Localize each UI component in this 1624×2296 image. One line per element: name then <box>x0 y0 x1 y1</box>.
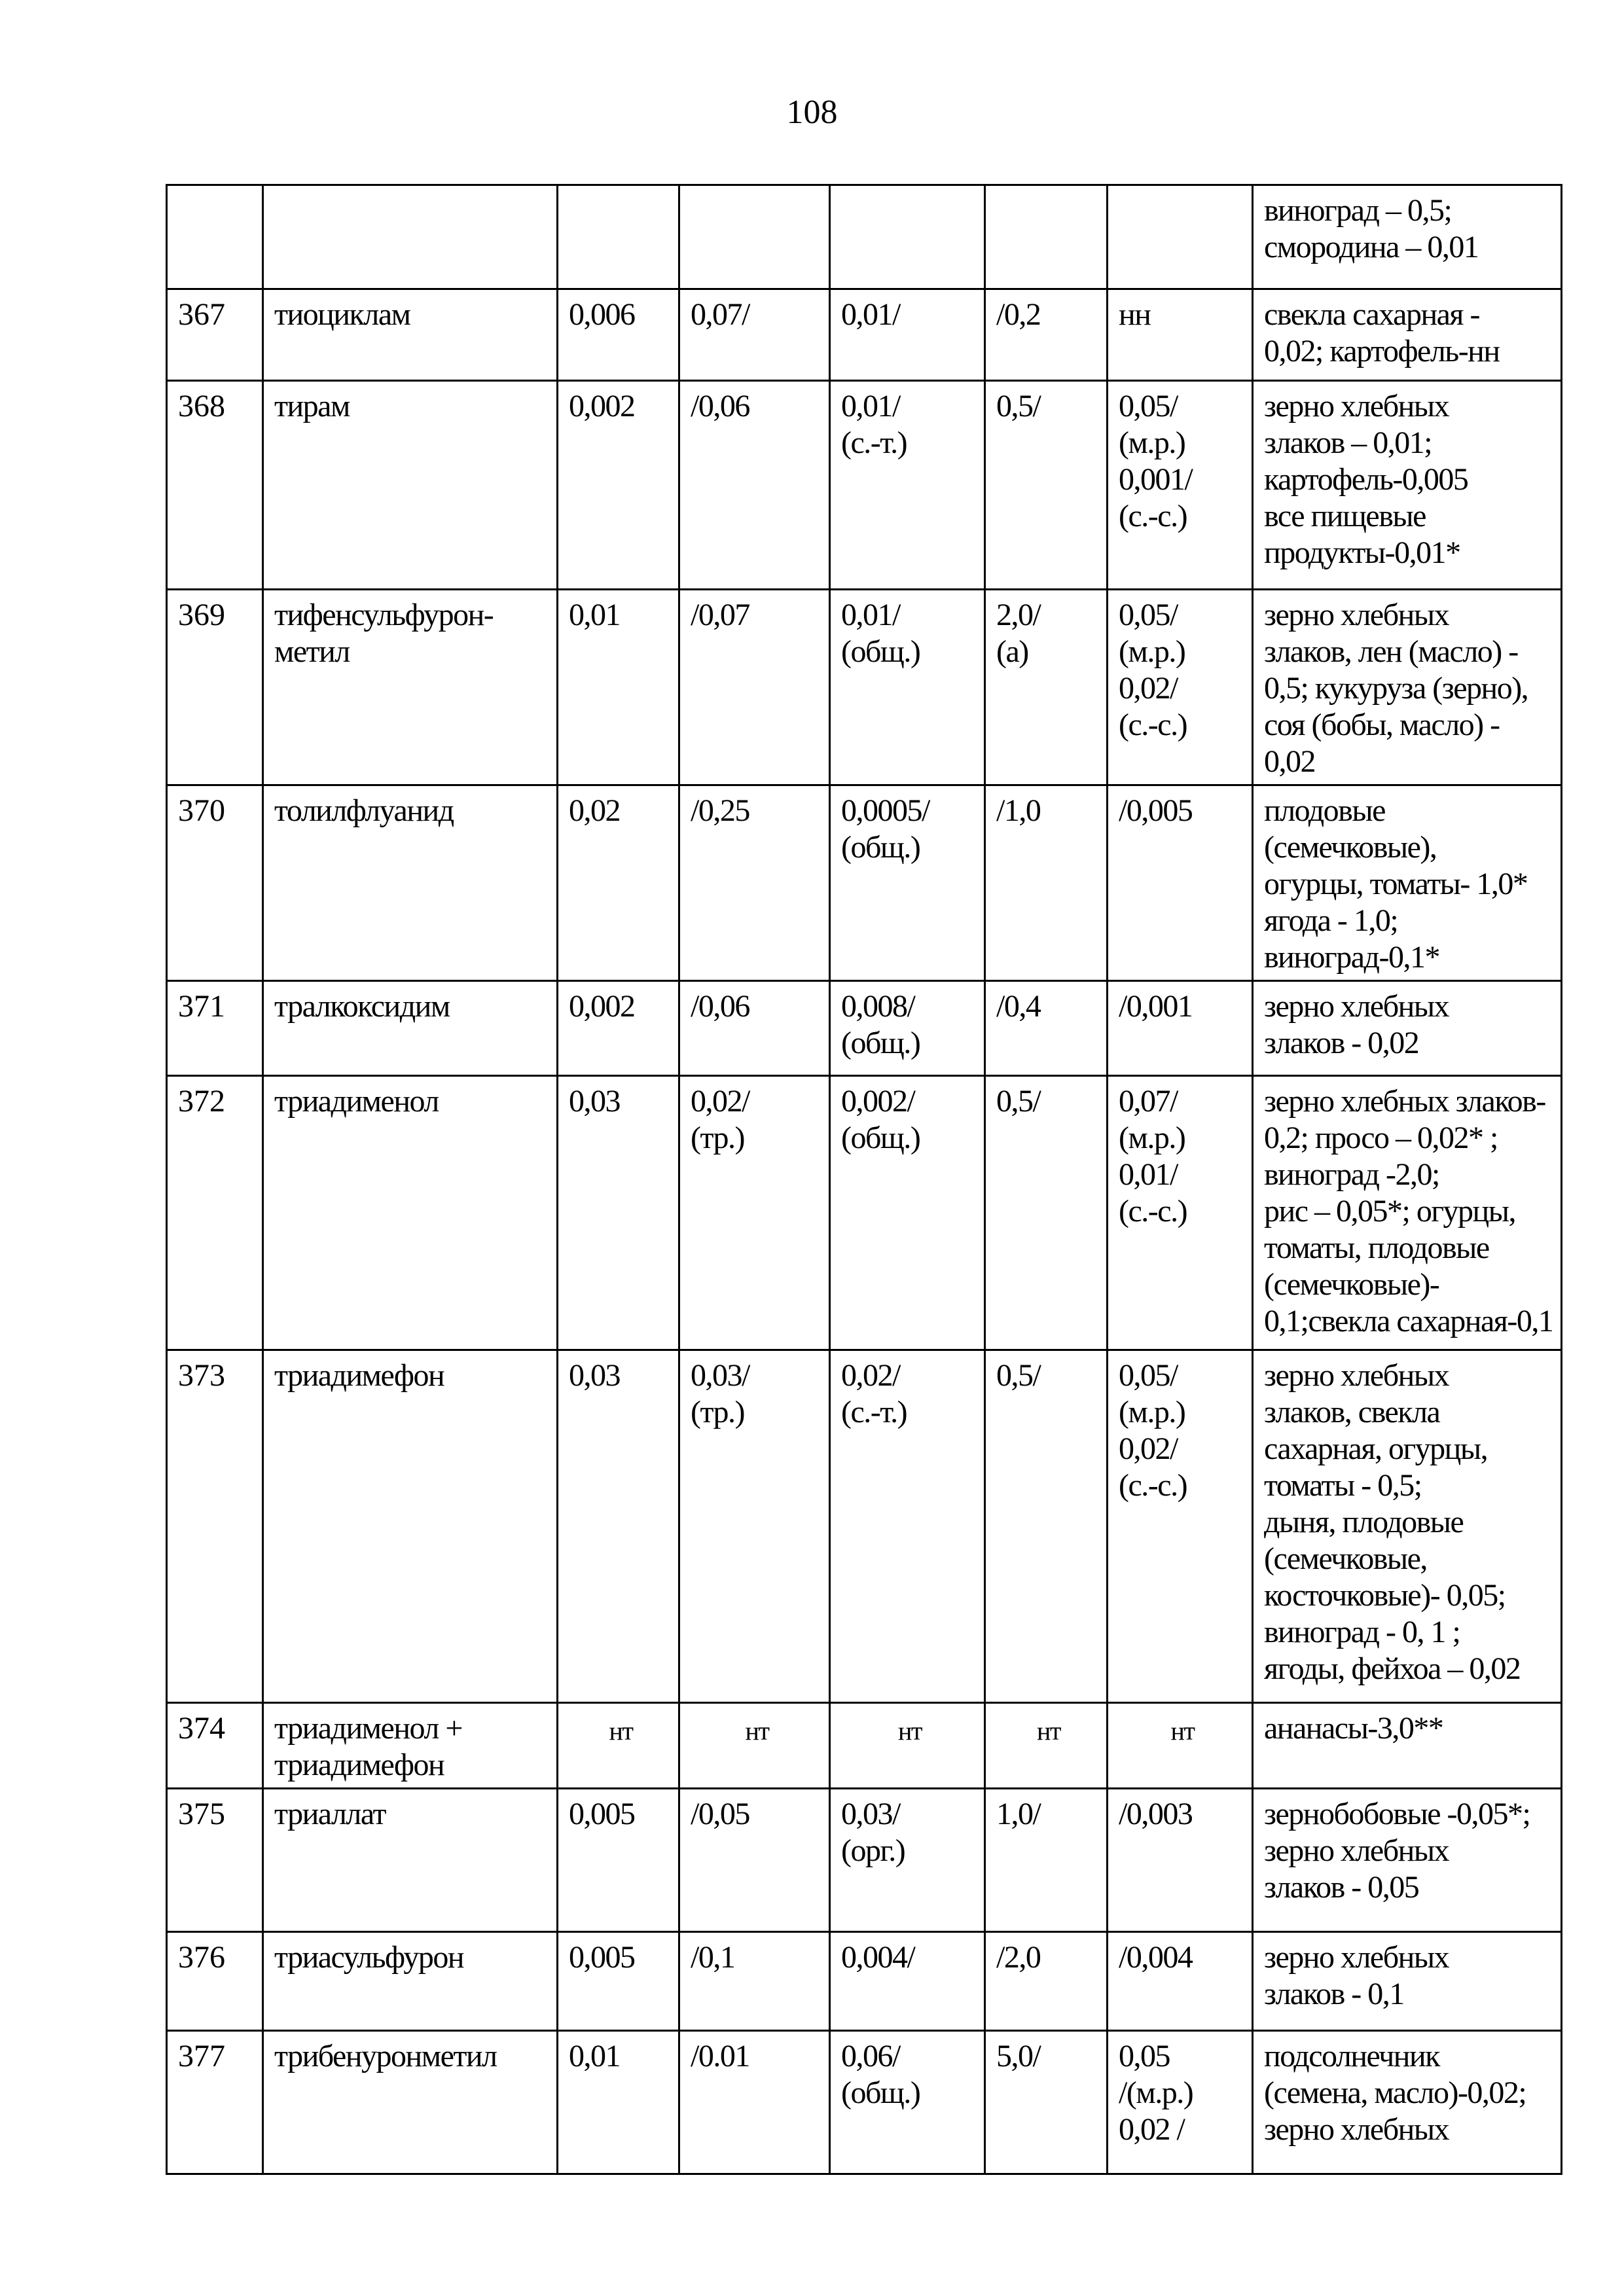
cell-line: (м.р.) <box>1119 1121 1185 1155</box>
cell-line: 0,0005/ <box>841 793 929 828</box>
cell-line: триасульфурон <box>274 1940 464 1975</box>
col-4-value <box>679 1076 830 1350</box>
col-6-value <box>985 785 1108 981</box>
cell-line: виноград – 0,5; <box>1264 193 1452 228</box>
pesticide-table <box>166 184 1562 2175</box>
cell-line: (общ.) <box>841 830 920 865</box>
col-6-value <box>985 2031 1108 2174</box>
col-4-value <box>679 1350 830 1703</box>
col-4-value <box>679 381 830 590</box>
col-7-value <box>1108 1076 1253 1350</box>
cell-line: триадименол <box>274 1084 439 1119</box>
cell-line: 0,01/ <box>1119 1157 1178 1192</box>
cell-line: 0,02 / <box>1119 2112 1185 2147</box>
col-3-value <box>558 590 679 785</box>
col-3-value <box>558 785 679 981</box>
cell-line: (а) <box>996 634 1028 669</box>
food-mrl-value <box>1253 1703 1562 1789</box>
cell-line: тралкоксидим <box>274 989 450 1024</box>
cell-line: /0,06 <box>691 989 749 1024</box>
substance-name <box>263 981 558 1076</box>
table-row <box>167 1789 1562 1932</box>
substance-name <box>263 1076 558 1350</box>
cell-line: (семечковые, <box>1264 1541 1427 1576</box>
cell-line: продукты-0,01* <box>1264 535 1460 570</box>
cell-line: соя (бобы, масло) - <box>1264 708 1500 742</box>
col-7-value <box>1108 1703 1253 1789</box>
col-6-value <box>985 1789 1108 1932</box>
col-4-value <box>679 1789 830 1932</box>
cell-line: триадимефон <box>274 1748 444 1782</box>
col-6-value <box>985 1076 1108 1350</box>
col-7-value <box>1108 289 1253 381</box>
col-3-value <box>558 185 679 289</box>
cell-line: 0,01/ <box>841 389 900 423</box>
cell-line: (с.-с.) <box>1119 1468 1187 1503</box>
cell-line: свекла сахарная - <box>1264 297 1479 332</box>
food-mrl-value <box>1253 1932 1562 2031</box>
cell-line: 0,02/ <box>1119 671 1178 706</box>
col-5-value <box>830 1932 985 2031</box>
col-4-value <box>679 185 830 289</box>
cell-line: /0,06 <box>691 389 749 423</box>
cell-line: нт <box>1037 1716 1060 1746</box>
col-3-value <box>558 1703 679 1789</box>
table-row <box>167 590 1562 785</box>
col-4-value <box>679 785 830 981</box>
cell-line: 0,5/ <box>996 1358 1041 1393</box>
col-4-value <box>679 1703 830 1789</box>
col-5-value <box>830 289 985 381</box>
row-number: 375 <box>167 1789 263 1932</box>
row-number: 372 <box>167 1076 263 1350</box>
cell-line: злаков, свекла <box>1264 1395 1440 1429</box>
col-3-value <box>558 1932 679 2031</box>
cell-line: трибенуронметил <box>274 2039 497 2073</box>
cell-line: все пищевые <box>1264 499 1426 533</box>
cell-line: /0,05 <box>691 1797 749 1831</box>
cell-line: зерно хлебных злаков- <box>1264 1084 1545 1119</box>
cell-line: 0,03 <box>569 1084 620 1119</box>
table-row <box>167 185 1562 289</box>
cell-line: /0,07 <box>691 598 749 632</box>
table-row <box>167 1932 1562 2031</box>
cell-line: /0,25 <box>691 793 749 828</box>
row-number: 374 <box>167 1703 263 1789</box>
col-3-value <box>558 1076 679 1350</box>
cell-line: зерно хлебных <box>1264 598 1449 632</box>
substance-name <box>263 2031 558 2174</box>
cell-line: 0,5/ <box>996 389 1041 423</box>
cell-line: (общ.) <box>841 2075 920 2110</box>
cell-line: (м.р.) <box>1119 425 1185 460</box>
cell-line: (с.-с.) <box>1119 708 1187 742</box>
row-number: 369 <box>167 590 263 785</box>
cell-line: нт <box>609 1716 633 1746</box>
cell-line: 0,5; кукуруза (зерно), <box>1264 671 1528 706</box>
cell-line: (семена, масло)-0,02; <box>1264 2075 1526 2110</box>
cell-line: злаков - 0,1 <box>1264 1977 1404 2011</box>
cell-line: виноград-0,1* <box>1264 940 1439 975</box>
cell-line: 0,001/ <box>1119 462 1193 497</box>
cell-line: (с.-т.) <box>841 425 907 460</box>
cell-line: подсолнечник <box>1264 2039 1439 2073</box>
food-mrl-value <box>1253 590 1562 785</box>
cell-line: ягоды, фейхоа – 0,02 <box>1264 1651 1521 1686</box>
page-number: 108 <box>786 94 838 131</box>
col-7-value <box>1108 981 1253 1076</box>
table-row <box>167 785 1562 981</box>
col-6-value <box>985 1350 1108 1703</box>
cell-line: ананасы-3,0** <box>1264 1711 1443 1746</box>
col-5-value <box>830 1789 985 1932</box>
col-5-value <box>830 2031 985 2174</box>
cell-line: /2,0 <box>996 1940 1041 1975</box>
cell-line: (м.р.) <box>1119 1395 1185 1429</box>
table-row <box>167 1076 1562 1350</box>
cell-line: сахарная, огурцы, <box>1264 1431 1488 1466</box>
col-7-value <box>1108 785 1253 981</box>
col-3-value <box>558 1350 679 1703</box>
col-6-value <box>985 981 1108 1076</box>
cell-line: нт <box>1170 1716 1195 1746</box>
cell-line: 0,01 <box>569 2039 620 2073</box>
cell-line: триадименол + <box>274 1711 462 1746</box>
col-6-value <box>985 381 1108 590</box>
cell-line: 0,004/ <box>841 1940 915 1975</box>
cell-line: 0,006 <box>569 297 635 332</box>
cell-line: (тр.) <box>691 1121 745 1155</box>
table-body <box>167 185 1562 2174</box>
row-number: 376 <box>167 1932 263 2031</box>
substance-name <box>263 1350 558 1703</box>
col-3-value <box>558 289 679 381</box>
cell-line: зернобобовые -0,05*; <box>1264 1797 1530 1831</box>
cell-line: тифенсульфурон- <box>274 598 494 632</box>
substance-name <box>263 289 558 381</box>
substance-name <box>263 1703 558 1789</box>
cell-line: 0,03/ <box>841 1797 900 1831</box>
cell-line: 0,02 <box>569 793 620 828</box>
col-7-value <box>1108 381 1253 590</box>
col-7-value <box>1108 185 1253 289</box>
cell-line: (семечковые)- <box>1264 1267 1439 1302</box>
cell-line: 0,01/ <box>841 598 900 632</box>
col-4-value <box>679 1932 830 2031</box>
cell-line: (с.-с.) <box>1119 499 1187 533</box>
substance-name <box>263 185 558 289</box>
cell-line: 0,03 <box>569 1358 620 1393</box>
cell-line: плодовые <box>1264 793 1385 828</box>
cell-line: /0,004 <box>1119 1940 1193 1975</box>
col-6-value <box>985 1703 1108 1789</box>
cell-line: 2,0/ <box>996 598 1041 632</box>
col-5-value <box>830 1703 985 1789</box>
cell-line: злаков – 0,01; <box>1264 425 1432 460</box>
cell-line: /0,2 <box>996 297 1041 332</box>
table-row <box>167 381 1562 590</box>
cell-line: (общ.) <box>841 1026 920 1060</box>
col-5-value <box>830 981 985 1076</box>
cell-line: триаллат <box>274 1797 386 1831</box>
food-mrl-value <box>1253 381 1562 590</box>
cell-line: зерно хлебных <box>1264 1940 1449 1975</box>
food-mrl-value <box>1253 185 1562 289</box>
row-number: 368 <box>167 381 263 590</box>
cell-line: /0,003 <box>1119 1797 1193 1831</box>
table-row <box>167 1350 1562 1703</box>
cell-line: метил <box>274 634 350 669</box>
col-6-value <box>985 289 1108 381</box>
cell-line: триадимефон <box>274 1358 444 1393</box>
food-mrl-value <box>1253 981 1562 1076</box>
food-mrl-value <box>1253 1789 1562 1932</box>
cell-line: /0,005 <box>1119 793 1193 828</box>
cell-line: 5,0/ <box>996 2039 1041 2073</box>
cell-line: 0,1;свекла сахарная-0,1 <box>1264 1304 1553 1338</box>
cell-line: дыня, плодовые <box>1264 1505 1464 1539</box>
cell-line: 0,03/ <box>691 1358 749 1393</box>
food-mrl-value <box>1253 1350 1562 1703</box>
substance-name <box>263 1932 558 2031</box>
food-mrl-value <box>1253 785 1562 981</box>
col-7-value <box>1108 1350 1253 1703</box>
cell-line: 0,06/ <box>841 2039 900 2073</box>
cell-line: картофель-0,005 <box>1264 462 1468 497</box>
cell-line: 0,05/ <box>1119 389 1178 423</box>
cell-line: толилфлуанид <box>274 793 454 828</box>
cell-line: зерно хлебных <box>1264 389 1449 423</box>
cell-line: 0,005 <box>569 1940 635 1975</box>
cell-line: 0,05/ <box>1119 598 1178 632</box>
col-5-value <box>830 590 985 785</box>
cell-line: (с.-т.) <box>841 1395 907 1429</box>
cell-line: 0,002 <box>569 389 635 423</box>
cell-line: 0,07/ <box>1119 1084 1178 1119</box>
col-5-value <box>830 185 985 289</box>
table-row <box>167 1703 1562 1789</box>
cell-line: зерно хлебных <box>1264 1358 1449 1393</box>
cell-line: 0,02/ <box>841 1358 900 1393</box>
cell-line: тирам <box>274 389 350 423</box>
col-7-value <box>1108 1932 1253 2031</box>
cell-line: 0,01/ <box>841 297 900 332</box>
cell-line: (м.р.) <box>1119 634 1185 669</box>
cell-line: 0,02 <box>1264 744 1315 779</box>
cell-line: тиоциклам <box>274 297 410 332</box>
col-3-value <box>558 381 679 590</box>
cell-line: (орг.) <box>841 1833 905 1868</box>
cell-line: 0,008/ <box>841 989 915 1024</box>
col-6-value <box>985 1932 1108 2031</box>
cell-line: виноград -2,0; <box>1264 1157 1439 1192</box>
col-3-value <box>558 981 679 1076</box>
col-3-value <box>558 1789 679 1932</box>
food-mrl-value <box>1253 1076 1562 1350</box>
cell-line: (общ.) <box>841 634 920 669</box>
col-5-value <box>830 1076 985 1350</box>
col-4-value <box>679 981 830 1076</box>
col-5-value <box>830 381 985 590</box>
cell-line: огурцы, томаты- 1,0* <box>1264 867 1528 901</box>
cell-line: виноград - 0, 1 ; <box>1264 1615 1460 1649</box>
col-7-value <box>1108 2031 1253 2174</box>
table-row <box>167 289 1562 381</box>
cell-line: косточковые)- 0,05; <box>1264 1578 1506 1613</box>
substance-name <box>263 590 558 785</box>
row-number <box>167 185 263 289</box>
row-number: 377 <box>167 2031 263 2174</box>
row-number: 370 <box>167 785 263 981</box>
substance-name <box>263 1789 558 1932</box>
cell-line: томаты, плодовые <box>1264 1230 1489 1265</box>
cell-line: (семечковые), <box>1264 830 1437 865</box>
cell-line: 0,5/ <box>996 1084 1041 1119</box>
cell-line: злаков - 0,02 <box>1264 1026 1419 1060</box>
cell-line: 0,05/ <box>1119 1358 1178 1393</box>
row-number: 371 <box>167 981 263 1076</box>
substance-name <box>263 381 558 590</box>
col-6-value <box>985 185 1108 289</box>
cell-line: (тр.) <box>691 1395 745 1429</box>
cell-line: нт <box>898 1716 922 1746</box>
row-number: 373 <box>167 1350 263 1703</box>
col-7-value <box>1108 590 1253 785</box>
cell-line: смородина – 0,01 <box>1264 230 1479 264</box>
table-row <box>167 2031 1562 2174</box>
cell-line: /0,1 <box>691 1940 735 1975</box>
cell-line: рис – 0,05*; огурцы, <box>1264 1194 1515 1229</box>
cell-line: /1,0 <box>996 793 1041 828</box>
table-row <box>167 981 1562 1076</box>
col-7-value <box>1108 1789 1253 1932</box>
food-mrl-value <box>1253 2031 1562 2174</box>
cell-line: 0,005 <box>569 1797 635 1831</box>
col-5-value <box>830 1350 985 1703</box>
cell-line: /0,4 <box>996 989 1041 1024</box>
col-4-value <box>679 590 830 785</box>
cell-line: зерно хлебных <box>1264 989 1449 1024</box>
cell-line: 0,02/ <box>691 1084 749 1119</box>
cell-line: 0,002 <box>569 989 635 1024</box>
cell-line: (с.-с.) <box>1119 1194 1187 1229</box>
row-number: 367 <box>167 289 263 381</box>
cell-line: 0,02; картофель-нн <box>1264 334 1500 368</box>
cell-line: нт <box>745 1716 769 1746</box>
cell-line: /(м.р.) <box>1119 2075 1193 2110</box>
col-6-value <box>985 590 1108 785</box>
cell-line: томаты - 0,5; <box>1264 1468 1422 1503</box>
cell-line: злаков, лен (масло) - <box>1264 634 1518 669</box>
cell-line: 0,02/ <box>1119 1431 1178 1466</box>
cell-line: /0,001 <box>1119 989 1193 1024</box>
col-3-value <box>558 2031 679 2174</box>
col-5-value <box>830 785 985 981</box>
cell-line: /0.01 <box>691 2039 749 2073</box>
cell-line: 0,2; просо – 0,02* ; <box>1264 1121 1498 1155</box>
substance-name <box>263 785 558 981</box>
cell-line: 0,07/ <box>691 297 749 332</box>
cell-line: зерно хлебных <box>1264 1833 1449 1868</box>
cell-line: 0,002/ <box>841 1084 915 1119</box>
cell-line: 0,01 <box>569 598 620 632</box>
cell-line: нн <box>1119 297 1151 332</box>
cell-line: 0,05 <box>1119 2039 1170 2073</box>
cell-line: ягода - 1,0; <box>1264 903 1398 938</box>
cell-line: 1,0/ <box>996 1797 1041 1831</box>
col-4-value <box>679 2031 830 2174</box>
col-4-value <box>679 289 830 381</box>
cell-line: злаков - 0,05 <box>1264 1870 1419 1905</box>
cell-line: зерно хлебных <box>1264 2112 1449 2147</box>
cell-line: (общ.) <box>841 1121 920 1155</box>
food-mrl-value <box>1253 289 1562 381</box>
